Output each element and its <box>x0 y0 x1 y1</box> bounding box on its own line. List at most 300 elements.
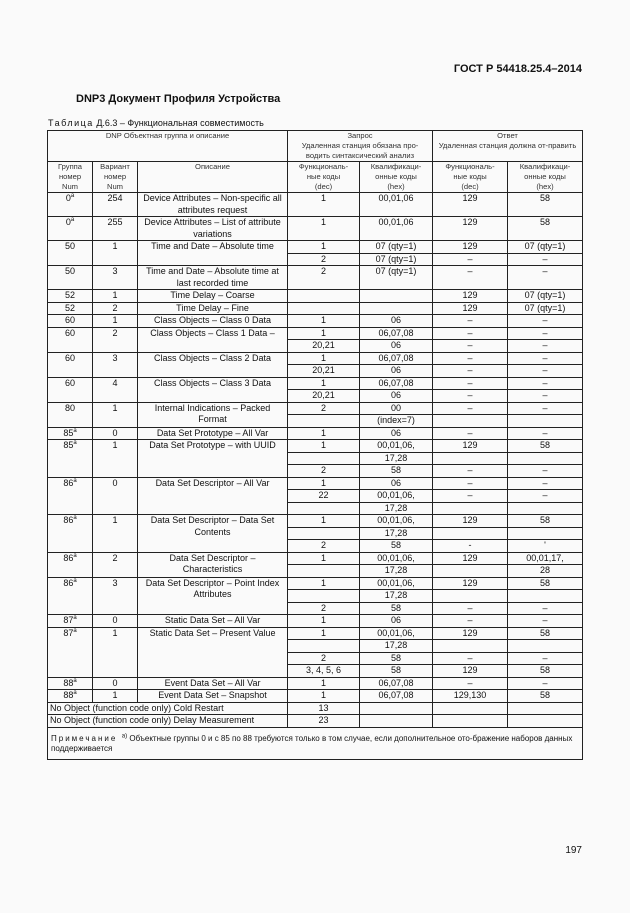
row-group-number <box>48 315 93 328</box>
row-variant-number: 0 <box>93 477 138 515</box>
req-func-code: 1 <box>288 615 360 628</box>
row-description: Internal Indications – Packed Format <box>138 402 288 427</box>
resp-qualifier-code: 58 <box>508 217 583 241</box>
table-row <box>48 315 583 328</box>
group-number-text: 60 <box>64 327 75 338</box>
row-variant-number: 4 <box>93 377 138 402</box>
document-title: DNP3 Документ Профиля Устройства <box>76 93 281 105</box>
req-qualifier-code: 07 (qty=1) <box>360 241 433 254</box>
group-number-text: 60 <box>64 315 75 325</box>
row-group-number <box>48 615 93 628</box>
req-qualifier-code: 58 <box>360 665 433 678</box>
resp-qualifier-code: – <box>508 427 583 440</box>
req-qualifier-code: 58 <box>360 652 433 665</box>
req-func-code <box>288 452 360 465</box>
req-qualifier-code: 06,07,08 <box>360 377 433 390</box>
req-qualifier-code: 17,28 <box>360 565 433 578</box>
col-description: Описание <box>138 162 288 193</box>
row-variant-number: 0 <box>93 677 138 690</box>
req-func-code: 1 <box>288 217 360 241</box>
footnote-marker: a <box>73 477 77 484</box>
req-func-code: 20,21 <box>288 390 360 403</box>
row-description: Data Set Descriptor – All Var <box>138 477 288 515</box>
header-response-sub: Удаленная станция должна от-править <box>438 141 577 150</box>
resp-func-code: 129 <box>433 241 508 254</box>
resp-qualifier-code: – <box>508 677 583 690</box>
req-qualifier-code: 06,07,08 <box>360 327 433 340</box>
req-func-code: 2 <box>288 402 360 415</box>
resp-qualifier-code: 58 <box>508 690 583 703</box>
resp-func-code: – <box>433 266 508 290</box>
req-func-code: 2 <box>288 602 360 615</box>
row-description: Data Set Prototype – with UUID <box>138 440 288 478</box>
row-variant-number: 1 <box>93 627 138 677</box>
req-qualifier-code: 17,28 <box>360 502 433 515</box>
resp-qualifier-code: – <box>508 253 583 266</box>
resp-func-code: – <box>433 602 508 615</box>
resp-func-code <box>433 715 508 728</box>
req-func-code: 2 <box>288 465 360 478</box>
row-group-number <box>48 440 93 478</box>
resp-func-code: 129 <box>433 302 508 315</box>
row-group-number <box>48 241 93 266</box>
group-number-text: 86 <box>63 477 74 488</box>
footnote-marker: a <box>73 615 77 621</box>
group-number-text: 87 <box>63 615 74 625</box>
group-number-text: 85 <box>63 427 74 438</box>
req-func-code: 13 <box>288 702 360 715</box>
row-variant-number: 3 <box>93 577 138 615</box>
resp-func-code <box>433 565 508 578</box>
table-row <box>48 241 583 254</box>
resp-qualifier-code: 58 <box>508 577 583 590</box>
table-row <box>48 327 583 340</box>
resp-qualifier-code <box>508 590 583 603</box>
table-row <box>48 402 583 415</box>
group-number-text: 52 <box>64 290 75 300</box>
resp-func-code: 129 <box>433 515 508 528</box>
table-row <box>48 615 583 628</box>
table-row <box>48 677 583 690</box>
footnote-marker: a <box>73 552 77 559</box>
col-req-func-codes: Функциональ- ные коды (dec) <box>288 162 360 193</box>
row-description: Class Objects – Class 0 Data <box>138 315 288 328</box>
row-description: Class Objects – Class 1 Data – <box>138 327 288 352</box>
table-row <box>48 627 583 640</box>
req-qualifier-code: 17,28 <box>360 527 433 540</box>
resp-func-code: – <box>433 615 508 628</box>
row-variant-number: 0 <box>93 427 138 440</box>
note-label: Примечание <box>51 733 118 743</box>
row-variant-number: 255 <box>93 217 138 241</box>
resp-func-code: – <box>433 365 508 378</box>
resp-qualifier-code: 58 <box>508 440 583 453</box>
table-row <box>48 302 583 315</box>
note-row <box>48 727 583 759</box>
resp-func-code <box>433 527 508 540</box>
resp-func-code <box>433 502 508 515</box>
req-qualifier-code <box>360 290 433 303</box>
header-response <box>433 131 583 162</box>
req-func-code: 23 <box>288 715 360 728</box>
resp-func-code: – <box>433 490 508 503</box>
resp-func-code: 129 <box>433 217 508 241</box>
req-func-code: 1 <box>288 327 360 340</box>
header-dnp-object-group: DNP Объектная группа и описание <box>48 131 288 162</box>
resp-qualifier-code: 07 (qty=1) <box>508 290 583 303</box>
row-description: Event Data Set – Snapshot <box>138 690 288 703</box>
resp-qualifier-code <box>508 702 583 715</box>
resp-qualifier-code: 07 (qty=1) <box>508 241 583 254</box>
row-variant-number: 1 <box>93 290 138 303</box>
req-qualifier-code: 06,07,08 <box>360 690 433 703</box>
req-func-code <box>288 527 360 540</box>
req-func-code: 1 <box>288 193 360 217</box>
req-func-code <box>288 590 360 603</box>
resp-qualifier-code: – <box>508 352 583 365</box>
header-group-row <box>48 131 583 162</box>
resp-func-code: – <box>433 377 508 390</box>
resp-func-code: – <box>433 652 508 665</box>
header-request-sub: Удаленная станция обязана про-водить синтаксический анализ <box>301 141 419 160</box>
row-description: Static Data Set – Present Value <box>138 627 288 677</box>
header-column-row <box>48 162 583 193</box>
row-description: Time Delay – Fine <box>138 302 288 315</box>
resp-qualifier-code <box>508 452 583 465</box>
row-variant-number: 0 <box>93 615 138 628</box>
req-qualifier-code: 06 <box>360 340 433 353</box>
req-func-code: 1 <box>288 577 360 590</box>
req-func-code <box>288 565 360 578</box>
row-variant-number: 2 <box>93 552 138 577</box>
footnote-marker: a <box>73 627 77 634</box>
footnote-marker: a <box>73 515 77 521</box>
table-row <box>48 217 583 241</box>
resp-qualifier-code: 00,01,17, <box>508 552 583 565</box>
resp-qualifier-code: – <box>508 615 583 628</box>
req-qualifier-code: 00,01,06, <box>360 440 433 453</box>
footnote-marker: a <box>73 577 77 584</box>
resp-func-code: 129 <box>433 193 508 217</box>
resp-func-code: – <box>433 253 508 266</box>
req-qualifier-code: 00,01,06, <box>360 552 433 565</box>
req-qualifier-code: 06 <box>360 427 433 440</box>
standard-number: ГОСТ Р 54418.25.4–2014 <box>453 63 582 75</box>
resp-func-code: – <box>433 477 508 490</box>
req-qualifier-code: (index=7) <box>360 415 433 428</box>
row-variant-number: 3 <box>93 266 138 290</box>
resp-func-code <box>433 702 508 715</box>
group-number-text: 87 <box>63 627 74 638</box>
row-group-number <box>48 302 93 315</box>
req-func-code: 20,21 <box>288 340 360 353</box>
resp-func-code <box>433 415 508 428</box>
table-row <box>48 290 583 303</box>
req-qualifier-code: 06 <box>360 315 433 328</box>
row-group-number <box>48 677 93 690</box>
req-qualifier-code: 58 <box>360 540 433 553</box>
req-func-code: 1 <box>288 477 360 490</box>
row-description: Class Objects – Class 2 Data <box>138 352 288 377</box>
resp-func-code <box>433 590 508 603</box>
resp-func-code: – <box>433 352 508 365</box>
req-func-code: 2 <box>288 253 360 266</box>
group-number-text: 88 <box>63 677 74 688</box>
row-group-number <box>48 193 93 217</box>
req-func-code: 20,21 <box>288 365 360 378</box>
resp-qualifier-code <box>508 502 583 515</box>
row-group-number <box>48 402 93 427</box>
resp-qualifier-code <box>508 527 583 540</box>
resp-qualifier-code: – <box>508 390 583 403</box>
row-description: No Object (function code only) Delay Measurement <box>48 715 288 728</box>
row-description: Data Set Descriptor – Data Set Contents <box>138 515 288 553</box>
group-number-text: 50 <box>64 241 75 251</box>
resp-qualifier-code <box>508 415 583 428</box>
resp-qualifier-code: – <box>508 315 583 328</box>
resp-func-code <box>433 452 508 465</box>
resp-qualifier-code: 58 <box>508 665 583 678</box>
resp-qualifier-code: – <box>508 340 583 353</box>
resp-qualifier-code: – <box>508 327 583 340</box>
resp-qualifier-code: – <box>508 266 583 290</box>
footnote-marker: a <box>70 217 75 223</box>
table-row <box>48 266 583 290</box>
req-qualifier-code: 06,07,08 <box>360 352 433 365</box>
group-number-text: 86 <box>63 515 74 525</box>
row-variant-number: 1 <box>93 315 138 328</box>
req-func-code <box>288 415 360 428</box>
table-row <box>48 552 583 565</box>
resp-qualifier-code: 58 <box>508 193 583 217</box>
req-qualifier-code: 07 (qty=1) <box>360 253 433 266</box>
table-note <box>48 727 583 759</box>
row-description: Time and Date – Absolute time at last recorded time <box>138 266 288 290</box>
row-variant-number: 1 <box>93 690 138 703</box>
footnote-marker: a <box>70 193 75 199</box>
col-variant-num: Вариант номер Num <box>93 162 138 193</box>
row-description: Device Attributes – List of attribute variations <box>138 217 288 241</box>
req-func-code: 2 <box>288 652 360 665</box>
resp-qualifier-code: – <box>508 652 583 665</box>
resp-func-code: – <box>433 327 508 340</box>
row-group-number <box>48 327 93 352</box>
req-func-code: 1 <box>288 315 360 328</box>
group-number-text: 88 <box>63 690 74 700</box>
row-group-number <box>48 690 93 703</box>
resp-qualifier-code: 07 (qty=1) <box>508 302 583 315</box>
page-number: 197 <box>565 845 582 856</box>
resp-func-code: – <box>433 390 508 403</box>
resp-qualifier-code <box>508 640 583 653</box>
table-row <box>48 702 583 715</box>
table-caption-text: Д.6.3 – Функциональная совместимость <box>96 118 264 128</box>
row-description: Class Objects – Class 3 Data <box>138 377 288 402</box>
table-row <box>48 427 583 440</box>
table-caption <box>48 118 264 128</box>
resp-qualifier-code <box>508 715 583 728</box>
row-description: Data Set Descriptor – Point Index Attributes <box>138 577 288 615</box>
col-req-qualifier-codes: Квалификаци- онные коды (hex) <box>360 162 433 193</box>
table-row <box>48 477 583 490</box>
group-number-text: 0 <box>65 193 71 203</box>
table-row <box>48 515 583 528</box>
row-group-number <box>48 217 93 241</box>
req-func-code: 1 <box>288 552 360 565</box>
row-variant-number: 1 <box>93 440 138 478</box>
row-group-number <box>48 577 93 615</box>
req-qualifier-code: 00 <box>360 402 433 415</box>
req-func-code: 1 <box>288 690 360 703</box>
req-qualifier-code: 06 <box>360 477 433 490</box>
resp-func-code: – <box>433 402 508 415</box>
req-func-code: 2 <box>288 540 360 553</box>
resp-qualifier-code: 58 <box>508 627 583 640</box>
resp-func-code: 129 <box>433 440 508 453</box>
resp-func-code: – <box>433 427 508 440</box>
group-number-text: 52 <box>64 302 75 313</box>
resp-qualifier-code: – <box>508 365 583 378</box>
req-qualifier-code: 06 <box>360 365 433 378</box>
table-row <box>48 715 583 728</box>
header-response-title: Ответ <box>497 131 518 140</box>
table-row <box>48 377 583 390</box>
table-row <box>48 577 583 590</box>
footnote-marker: a <box>73 677 77 684</box>
resp-func-code: 129 <box>433 290 508 303</box>
row-description: Device Attributes – Non-specific all attributes request <box>138 193 288 217</box>
col-resp-qualifier-codes: Квалификаци- онные коды (hex) <box>508 162 583 193</box>
resp-func-code: - <box>433 540 508 553</box>
table-row <box>48 193 583 217</box>
row-variant-number: 1 <box>93 241 138 266</box>
resp-qualifier-code: – <box>508 602 583 615</box>
req-qualifier-code: 00,01,06, <box>360 627 433 640</box>
row-description: Data Set Descriptor – Characteristics <box>138 552 288 577</box>
group-number-text: 86 <box>63 577 74 588</box>
req-func-code: 1 <box>288 515 360 528</box>
req-func-code: 1 <box>288 352 360 365</box>
note-footnote-marker: a) <box>121 732 128 739</box>
table-caption-prefix: Таблица <box>48 118 94 128</box>
resp-qualifier-code: – <box>508 477 583 490</box>
resp-qualifier-code: – <box>508 490 583 503</box>
group-number-text: 80 <box>64 402 75 413</box>
header-request-title: Запрос <box>347 131 373 140</box>
row-group-number <box>48 352 93 377</box>
group-number-text: 60 <box>64 352 75 363</box>
req-func-code: 3, 4, 5, 6 <box>288 665 360 678</box>
row-variant-number: 1 <box>93 515 138 553</box>
resp-func-code: – <box>433 677 508 690</box>
req-func-code: 1 <box>288 427 360 440</box>
resp-func-code: 129 <box>433 627 508 640</box>
req-qualifier-code: 00,01,06, <box>360 490 433 503</box>
req-qualifier-code: 06 <box>360 390 433 403</box>
resp-func-code: – <box>433 340 508 353</box>
header-request <box>288 131 433 162</box>
row-description: Time Delay – Coarse <box>138 290 288 303</box>
resp-qualifier-code: 58 <box>508 515 583 528</box>
req-qualifier-code: 06,07,08 <box>360 677 433 690</box>
req-qualifier-code: 06 <box>360 615 433 628</box>
req-qualifier-code: 00,01,06 <box>360 217 433 241</box>
req-func-code: 22 <box>288 490 360 503</box>
row-group-number <box>48 627 93 677</box>
req-qualifier-code: 58 <box>360 602 433 615</box>
req-func-code: 1 <box>288 241 360 254</box>
row-description: Time and Date – Absolute time <box>138 241 288 266</box>
row-variant-number: 2 <box>93 327 138 352</box>
row-group-number <box>48 552 93 577</box>
row-group-number <box>48 266 93 290</box>
functional-compatibility-table <box>47 130 583 760</box>
resp-func-code: 129 <box>433 552 508 565</box>
resp-func-code: – <box>433 465 508 478</box>
row-group-number <box>48 477 93 515</box>
resp-func-code: – <box>433 315 508 328</box>
req-func-code <box>288 502 360 515</box>
col-resp-func-codes: Функциональ- ные коды (dec) <box>433 162 508 193</box>
group-number-text: 60 <box>64 377 75 388</box>
resp-func-code: 129 <box>433 577 508 590</box>
row-group-number <box>48 427 93 440</box>
req-func-code <box>288 640 360 653</box>
row-group-number <box>48 515 93 553</box>
row-group-number <box>48 377 93 402</box>
col-group-num: Группа номер Num <box>48 162 93 193</box>
req-qualifier-code <box>360 302 433 315</box>
req-func-code <box>288 290 360 303</box>
note-text: Объектные группы 0 и с 85 по 88 требуются только в том случае, если дополнительное ото-бражение наборов данных поддерживается <box>51 733 573 753</box>
req-qualifier-code <box>360 715 433 728</box>
row-description: No Object (function code only) Cold Restart <box>48 702 288 715</box>
resp-qualifier-code: – <box>508 465 583 478</box>
req-qualifier-code: 07 (qty=1) <box>360 266 433 290</box>
table-row <box>48 690 583 703</box>
req-qualifier-code: 00,01,06 <box>360 193 433 217</box>
footnote-marker: a <box>73 427 77 434</box>
resp-func-code: 129,130 <box>433 690 508 703</box>
req-func-code: 1 <box>288 677 360 690</box>
row-description: Data Set Prototype – All Var <box>138 427 288 440</box>
table-row <box>48 352 583 365</box>
resp-func-code: 129 <box>433 665 508 678</box>
resp-qualifier-code: – <box>508 402 583 415</box>
req-func-code: 1 <box>288 377 360 390</box>
group-number-text: 85 <box>63 440 74 450</box>
req-qualifier-code: 00,01,06, <box>360 515 433 528</box>
row-description: Static Data Set – All Var <box>138 615 288 628</box>
resp-qualifier-code: ' <box>508 540 583 553</box>
req-qualifier-code: 17,28 <box>360 640 433 653</box>
row-variant-number: 254 <box>93 193 138 217</box>
req-func-code: 1 <box>288 627 360 640</box>
req-qualifier-code <box>360 702 433 715</box>
table-row <box>48 440 583 453</box>
group-number-text: 86 <box>63 552 74 563</box>
req-qualifier-code: 17,28 <box>360 590 433 603</box>
footnote-marker: a <box>73 440 77 446</box>
req-qualifier-code: 58 <box>360 465 433 478</box>
req-func-code: 1 <box>288 440 360 453</box>
group-number-text: 0 <box>65 217 71 227</box>
footnote-marker: a <box>73 690 77 696</box>
row-variant-number: 1 <box>93 402 138 427</box>
resp-func-code <box>433 640 508 653</box>
req-qualifier-code: 17,28 <box>360 452 433 465</box>
req-qualifier-code: 00,01,06, <box>360 577 433 590</box>
